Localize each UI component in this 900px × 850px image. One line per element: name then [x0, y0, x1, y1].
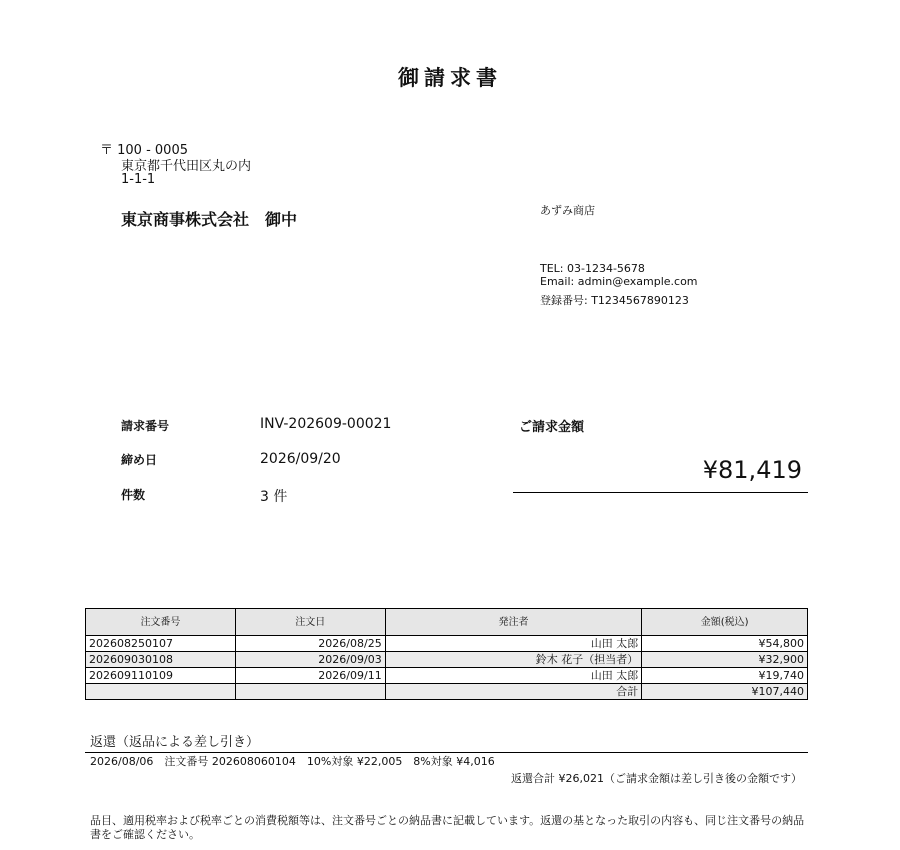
issuer-email: Email: admin@example.com — [540, 275, 698, 288]
billing-amount-label: ご請求金額 — [519, 420, 585, 435]
document-title: 御請求書 — [398, 66, 502, 90]
total-amount: ¥107,440 — [642, 684, 808, 700]
empty-cell — [235, 684, 385, 700]
invoice-number-label: 請求番号 — [121, 419, 170, 433]
column-header-order-number: 注文番号 — [86, 609, 236, 636]
invoice-number: INV-202609-00021 — [260, 416, 392, 432]
order-date-cell: 2026/09/11 — [235, 668, 385, 684]
closing-date-label: 締め日 — [121, 453, 158, 467]
order-number-cell: 202608250107 — [86, 636, 236, 652]
amount-cell: ¥54,800 — [642, 636, 808, 652]
table-row — [86, 652, 808, 668]
billing-amount-underline — [513, 492, 808, 493]
orders-table — [85, 608, 808, 700]
item-count: 3 件 — [260, 489, 288, 505]
column-header-amount: 金額(税込) — [642, 609, 808, 636]
amount-cell: ¥32,900 — [642, 652, 808, 668]
empty-cell — [86, 684, 236, 700]
recipient-postal-code: 〒 100 - 0005 — [100, 143, 188, 158]
order-date-cell: 2026/08/25 — [235, 636, 385, 652]
orderer-cell: 山田 太郎 — [385, 636, 642, 652]
order-number-cell: 202609030108 — [86, 652, 236, 668]
closing-date: 2026/09/20 — [260, 451, 341, 467]
footer-note: 品目、適用税率および税率ごとの消費税額等は、注文番号ごとの納品書に記載しています。返還の基となった取引の内容も、同じ注文番号の納品書をご確認ください。 — [90, 814, 805, 841]
issuer-tel: TEL: 03-1234-5678 — [540, 262, 645, 275]
table-row — [86, 636, 808, 652]
returns-row: 2026/08/06 注文番号 202608060104 10%対象 ¥22,005 8%対象 ¥4,016 — [90, 755, 495, 768]
recipient-address-line1: 東京都千代田区丸の内 — [121, 159, 252, 174]
orderer-cell: 山田 太郎 — [385, 668, 642, 684]
amount-cell: ¥19,740 — [642, 668, 808, 684]
recipient-address-line2: 1-1-1 — [121, 172, 156, 187]
returns-total: 返還合計 ¥26,021（ご請求金額は差し引き後の金額です） — [511, 772, 802, 785]
total-label: 合計 — [385, 684, 642, 700]
order-number-cell: 202609110109 — [86, 668, 236, 684]
table-total-row — [86, 684, 808, 700]
issuer-name: あずみ商店 — [540, 204, 595, 217]
item-count-label: 件数 — [121, 488, 146, 502]
recipient-name: 東京商事株式会社 御中 — [121, 210, 298, 229]
orderer-cell: 鈴木 花子（担当者） — [385, 652, 642, 668]
column-header-order-date: 注文日 — [235, 609, 385, 636]
order-date-cell: 2026/09/03 — [235, 652, 385, 668]
returns-title: 返還（返品による差し引き） — [90, 735, 260, 750]
column-header-orderer: 発注者 — [385, 609, 642, 636]
billing-amount: ¥81,419 — [702, 456, 802, 484]
issuer-registration-number: 登録番号: T1234567890123 — [540, 294, 689, 307]
table-row — [86, 668, 808, 684]
table-header-row — [86, 609, 808, 636]
